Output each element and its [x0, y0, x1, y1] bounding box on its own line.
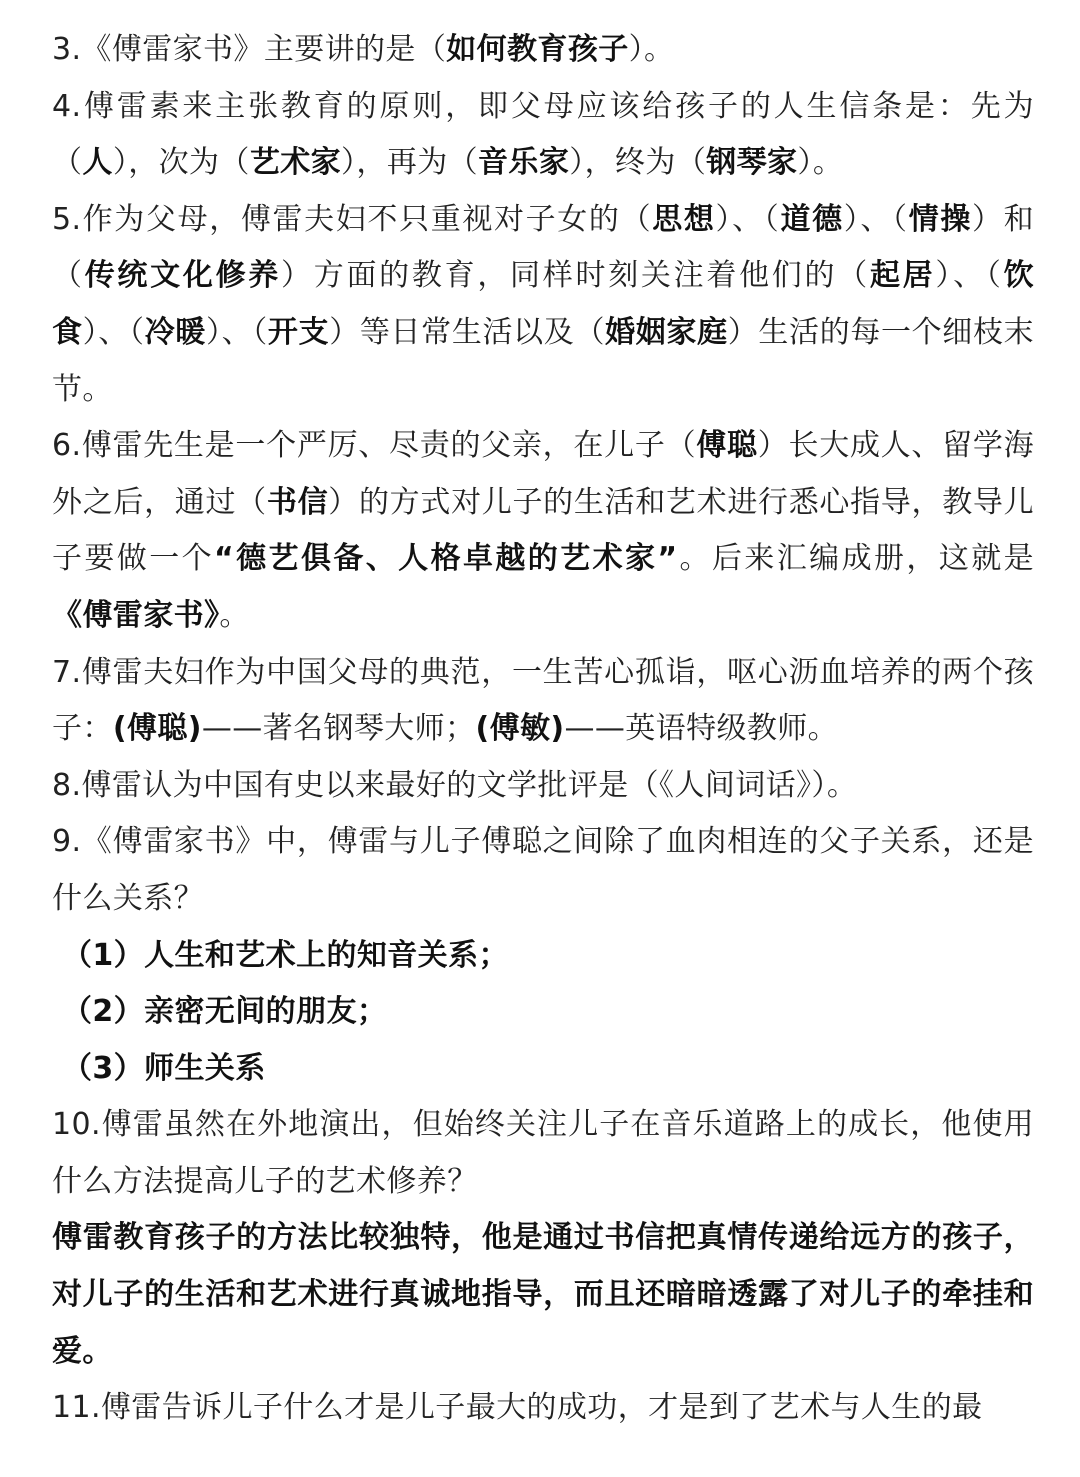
answer-text: “德艺俱备、人格卓越的艺术家” — [214, 541, 678, 577]
question-text: ）长大成人、留学海外之后，通过（ — [52, 428, 1034, 520]
answer-text: 音乐家 — [478, 145, 570, 181]
question-paragraph — [52, 1097, 1034, 1210]
question-paragraph — [52, 79, 1034, 192]
answer-text: 思想 — [652, 201, 716, 237]
answer-text: (傅聪) — [112, 711, 202, 747]
answer-item — [52, 928, 1034, 985]
question-text: ）、（ — [843, 201, 909, 237]
question-text: ），次为（ — [112, 145, 250, 181]
question-text: 4.傅雷素来主张教育的原则，即父母应该给孩子的人生信条是：先为（ — [52, 88, 1034, 181]
question-text: ——著名钢琴大师； — [201, 711, 476, 747]
question-paragraph — [52, 814, 1034, 927]
answer-text: 人 — [82, 145, 113, 181]
question-text: 11.傅雷告诉儿子什么才是儿子最大的成功，才是到了艺术与人生的最 — [52, 1390, 983, 1426]
question-paragraph — [52, 645, 1034, 758]
answer-text: 傅雷教育孩子的方法比较独特，他是通过书信把真情传递给远方的孩子，对儿子的生活和艺术进行真诚地指导，而且还暗暗透露了对儿子的牵挂和爱。 — [52, 1220, 1034, 1369]
question-text: ）和（ — [52, 201, 1035, 294]
answer-text: 婚姻家庭 — [605, 314, 728, 350]
answer-text: 傅聪 — [696, 428, 758, 464]
question-text: ）、（ — [82, 314, 145, 350]
question-text: ）等日常生活以及（ — [329, 314, 606, 350]
question-text: ——英语特级教师。 — [564, 711, 839, 747]
question-text: ），终为（ — [569, 145, 707, 181]
answer-text: 书信 — [266, 484, 329, 520]
question-text: ）、（ — [715, 201, 781, 237]
question-text: 。后来汇编成册，这就是 — [677, 541, 1035, 577]
question-text: 。 — [219, 597, 250, 633]
question-text: ）。 — [797, 145, 844, 181]
question-paragraph — [52, 1380, 1034, 1437]
question-text: ）、（ — [935, 258, 1004, 294]
answer-text: （3）师生关系 — [62, 1050, 266, 1086]
answer-text: 起居 — [869, 258, 936, 294]
question-paragraph — [52, 418, 1034, 644]
answer-text: 如何教育孩子 — [446, 32, 629, 67]
answer-text: 钢琴家 — [706, 145, 798, 181]
answer-text: （2）亲密无间的朋友； — [62, 994, 388, 1030]
question-text: 3.《傅雷家书》主要讲的是（ — [52, 32, 447, 67]
answer-text: 艺术家 — [249, 145, 342, 181]
question-text: ）方面的教育，同样时刻关注着他们的（ — [281, 258, 870, 294]
question-text: 5.作为父母，傅雷夫妇不只重视对子女的（ — [52, 201, 653, 237]
question-text: ）、（ — [205, 314, 268, 350]
answer-text: 开支 — [267, 314, 330, 350]
answer-item — [52, 1041, 1034, 1098]
answer-text: 情操 — [908, 201, 972, 237]
answer-text: 饮食 — [52, 258, 1034, 350]
answer-text: （1）人生和艺术上的知音关系； — [62, 937, 509, 973]
question-text: 10.傅雷虽然在外地演出，但始终关注儿子在音乐道路上的成长，他使用什么方法提高儿子的艺术修养？ — [52, 1107, 1034, 1199]
answer-text: 《傅雷家书》 — [52, 597, 220, 633]
answer-text: 冷暖 — [144, 314, 206, 350]
answer-text: 传统文化修养 — [84, 258, 282, 294]
answer-item — [52, 984, 1034, 1041]
question-text: ）。 — [628, 32, 675, 67]
question-text: 6.傅雷先生是一个严厉、尽责的父亲，在儿子（ — [52, 428, 697, 464]
question-text: 9.《傅雷家书》中，傅雷与儿子傅聪之间除了血肉相连的父子关系，还是什么关系？ — [52, 824, 1034, 916]
question-paragraph — [52, 758, 1034, 815]
answer-text: 道德 — [780, 201, 844, 237]
question-text: ），再为（ — [341, 145, 479, 181]
answer-text: (傅敏) — [475, 711, 565, 747]
question-paragraph — [52, 22, 1034, 79]
question-paragraph — [52, 1210, 1034, 1380]
question-paragraph — [52, 192, 1034, 418]
question-text: ）的方式对儿子的生活和艺术进行悉心指导，教导儿子要做一个 — [52, 484, 1034, 577]
question-list — [52, 22, 1034, 1437]
question-text: 8.傅雷认为中国有史以来最好的文学批评是（《人间词话》）。 — [52, 767, 858, 803]
question-text: ）生活的每一个细枝末节。 — [52, 314, 1035, 407]
question-text: 7.傅雷夫妇作为中国父母的典范，一生苦心孤诣，呕心沥血培养的两个孩子： — [52, 654, 1034, 747]
